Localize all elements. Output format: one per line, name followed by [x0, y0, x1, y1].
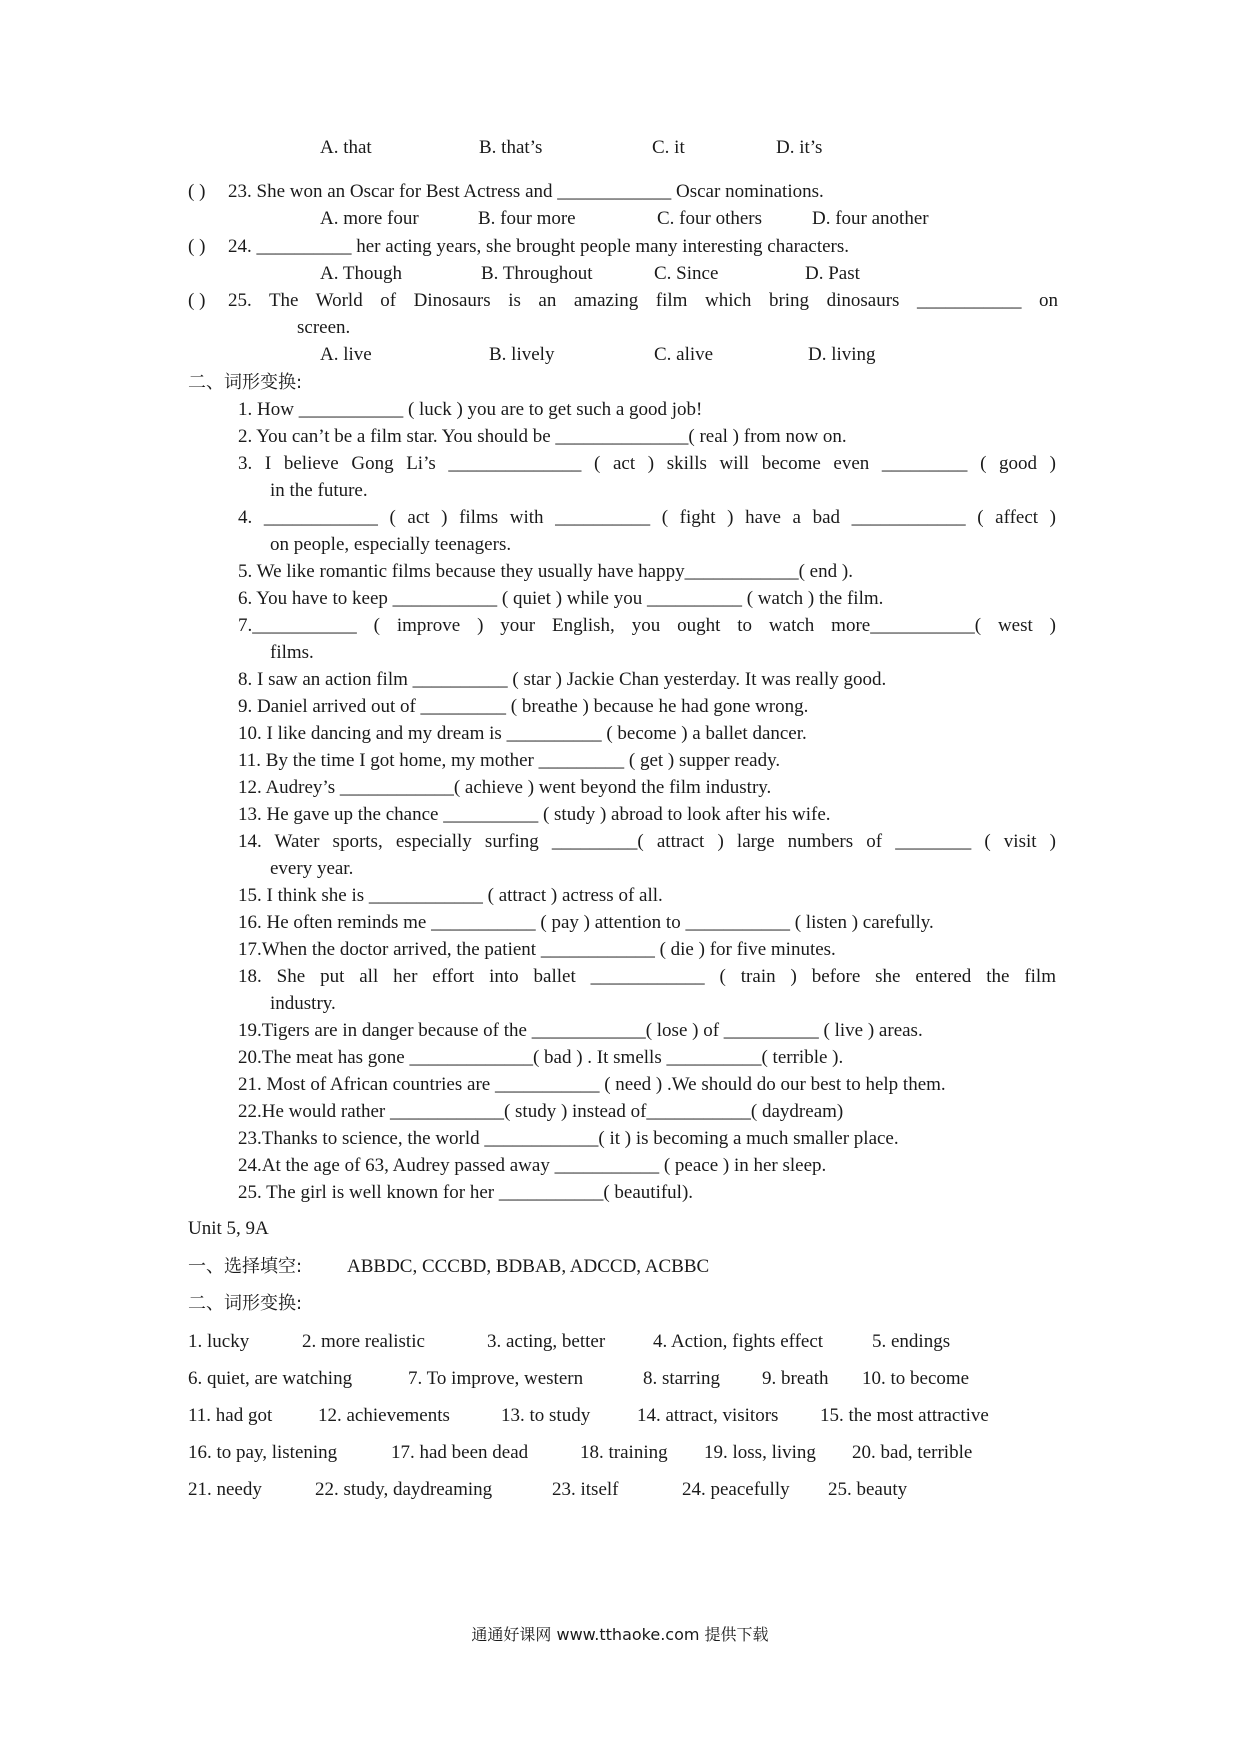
- answer-item: 1. lucky: [188, 1331, 250, 1352]
- answer-item: 12. achievements: [318, 1405, 450, 1426]
- option-d: D. living: [808, 344, 876, 365]
- answer-paren[interactable]: ( ): [188, 290, 206, 311]
- answer-item: 21. needy: [188, 1479, 262, 1500]
- option-a: A. Though: [320, 263, 402, 284]
- question-text: 25. The World of Dinosaurs is an amazing film which bring dinosaurs ___________ on: [228, 290, 1058, 311]
- answer-item: 15. the most attractive: [820, 1405, 989, 1426]
- answer-item: 10. to become: [862, 1368, 970, 1389]
- answer-item: 11. had got: [188, 1405, 273, 1426]
- question-text: 23. She won an Oscar for Best Actress and ____________ Oscar nominations.: [228, 181, 824, 202]
- wf-item-19: 19.Tigers are in danger because of the ____________( lose ) of __________ ( live ) areas.: [238, 1020, 923, 1041]
- answer-unit-title: Unit 5, 9A: [188, 1218, 269, 1239]
- wf-item-24: 24.At the age of 63, Audrey passed away ___________ ( peace ) in her sleep.: [238, 1155, 827, 1176]
- option-b: B. lively: [489, 344, 555, 365]
- wf-item-1: 1. How ___________ ( luck ) you are to get such a good job!: [238, 399, 703, 420]
- answer-item: 5. endings: [872, 1331, 951, 1352]
- answer-item: 14. attract, visitors: [637, 1405, 779, 1426]
- option-b: B. four more: [478, 208, 576, 229]
- answer-item: 25. beauty: [828, 1479, 908, 1500]
- option-d: D. Past: [805, 263, 860, 284]
- wf-item-18-cont: industry.: [270, 993, 336, 1014]
- wf-item-22: 22.He would rather ____________( study ) instead of___________( daydream): [238, 1101, 844, 1122]
- answer-item: 16. to pay, listening: [188, 1442, 338, 1463]
- question-text: 24. __________ her acting years, she brought people many interesting characters.: [228, 236, 850, 257]
- wf-item-2: 2. You can’t be a film star. You should be ______________( real ) from now on.: [238, 426, 847, 447]
- answer-item: 8. starring: [643, 1368, 721, 1389]
- wf-item-21: 21. Most of African countries are ___________ ( need ) .We should do our best to help them.: [238, 1074, 946, 1095]
- answer-item: 7. To improve, western: [408, 1368, 584, 1389]
- wf-item-25: 25. The girl is well known for her ___________( beautiful).: [238, 1182, 694, 1203]
- wf-item-23: 23.Thanks to science, the world ____________( it ) is becoming a much smaller place.: [238, 1128, 899, 1149]
- wf-item-10: 10. I like dancing and my dream is __________ ( become ) a ballet dancer.: [238, 723, 807, 744]
- answer-item: 9. breath: [762, 1368, 829, 1389]
- answer-item: 17. had been dead: [391, 1442, 529, 1463]
- mc-answer-label: 一、选择填空:: [188, 1256, 303, 1277]
- mc-answer-keys: ABBDC, CCCBD, BDBAB, ADCCD, ACBBC: [347, 1256, 710, 1277]
- wf-item-6: 6. You have to keep ___________ ( quiet ) while you __________ ( watch ) the film.: [238, 588, 884, 609]
- wf-item-7: 7.___________ ( improve ) your English, you ought to watch more___________( west ): [238, 615, 1056, 636]
- answer-item: 6. quiet, are watching: [188, 1368, 353, 1389]
- answer-item: 24. peacefully: [682, 1479, 790, 1500]
- option-a: A. live: [320, 344, 372, 365]
- wf-item-15: 15. I think she is ____________ ( attract ) actress of all.: [238, 885, 663, 906]
- answer-item: 3. acting, better: [487, 1331, 606, 1352]
- option-b: B. that’s: [479, 137, 543, 158]
- answer-item: 19. loss, living: [704, 1442, 816, 1463]
- question-25-cont: screen.: [297, 317, 351, 338]
- answer-item: 2. more realistic: [302, 1331, 425, 1352]
- answer-item: 20. bad, terrible: [852, 1442, 973, 1463]
- option-c: C. alive: [654, 344, 714, 365]
- wf-item-14-cont: every year.: [270, 858, 354, 879]
- option-b: B. Throughout: [481, 263, 593, 284]
- answer-item: 22. study, daydreaming: [315, 1479, 493, 1500]
- section-heading-word-forms: 二、词形变换:: [188, 372, 303, 393]
- wf-item-20: 20.The meat has gone _____________( bad ) . It smells __________( terrible ).: [238, 1047, 844, 1068]
- answer-item: 23. itself: [552, 1479, 619, 1500]
- option-c: C. four others: [657, 208, 763, 229]
- option-c: C. it: [652, 137, 685, 158]
- option-d: D. four another: [812, 208, 929, 229]
- wf-item-3-cont: in the future.: [270, 480, 368, 501]
- wf-item-7-cont: films.: [270, 642, 314, 663]
- answer-item: 18. training: [580, 1442, 668, 1463]
- wf-item-16: 16. He often reminds me ___________ ( pay ) attention to ___________ ( listen ) carefully.: [238, 912, 934, 933]
- wf-item-8: 8. I saw an action film __________ ( star ) Jackie Chan yesterday. It was really good.: [238, 669, 887, 690]
- page-footer: 通通好课网 www.tthaoke.com 提供下载: [471, 1625, 769, 1644]
- wf-item-3: 3. I believe Gong Li’s ______________ ( act ) skills will become even _________ ( good ): [238, 453, 1056, 474]
- wf-item-14: 14. Water sports, especially surfing _________( attract ) large numbers of ________ ( visit ): [238, 831, 1056, 852]
- answer-paren[interactable]: ( ): [188, 181, 206, 202]
- option-c: C. Since: [654, 263, 719, 284]
- wf-item-5: 5. We like romantic films because they usually have happy____________( end ).: [238, 561, 853, 582]
- option-a: A. more four: [320, 208, 419, 229]
- wf-item-12: 12. Audrey’s ____________( achieve ) went beyond the film industry.: [238, 777, 772, 798]
- option-d: D. it’s: [776, 137, 823, 158]
- wf-item-9: 9. Daniel arrived out of _________ ( breathe ) because he had gone wrong.: [238, 696, 809, 717]
- answer-item: 13. to study: [501, 1405, 591, 1426]
- wf-item-18: 18. She put all her effort into ballet ____________ ( train ) before she entered the film: [238, 966, 1056, 987]
- wf-item-13: 13. He gave up the chance __________ ( study ) abroad to look after his wife.: [238, 804, 831, 825]
- wf-item-4: 4. ____________ ( act ) films with __________ ( fight ) have a bad ____________ ( affect ): [238, 507, 1056, 528]
- wf-item-4-cont: on people, especially teenagers.: [270, 534, 512, 555]
- wf-answer-label: 二、词形变换:: [188, 1293, 303, 1314]
- wf-item-11: 11. By the time I got home, my mother _________ ( get ) supper ready.: [238, 750, 781, 771]
- wf-item-17: 17.When the doctor arrived, the patient ____________ ( die ) for five minutes.: [238, 939, 836, 960]
- option-a: A. that: [320, 137, 372, 158]
- answer-item: 4. Action, fights effect: [653, 1331, 824, 1352]
- answer-paren[interactable]: ( ): [188, 236, 206, 257]
